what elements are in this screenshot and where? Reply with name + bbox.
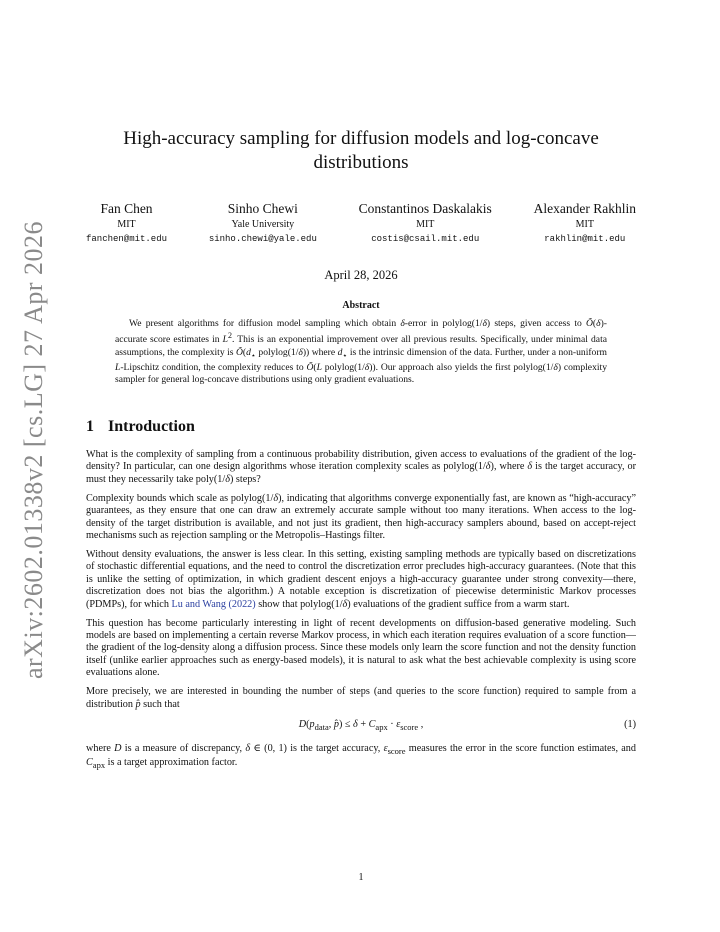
author-affiliation: MIT [117, 219, 136, 230]
paragraph: More precisely, we are interested in bounding the number of steps (and queries to the score function) required to sample from a distribution p̂ such that [86, 686, 636, 710]
abstract-text: We present algorithms for diffusion model sampling which obtain δ-error in polylog(1/δ) steps, given access to Õ(δ)-accurate score estimates in $L^2$. This is an exponential improvement over all previous results. Specifically, under minimal data assumptions, the complexity is $Õ(d_⋆$ polylog(1/δ)) where $d_⋆$ is the intrinsic dimension of the data. Further, under a non-uniform L-Lipschitz condition, the complexity reduces to Õ(L polylog(1/δ)). Our approach also yields the first polylog(1/δ) complexity sampler for general log-concave distributions using only gradient evaluations. [115, 318, 608, 385]
author-email[interactable]: rakhlin@mit.edu [544, 234, 626, 244]
section-number: 1 [86, 418, 94, 435]
equation-body: $D(p_{data}$, p̂) ≤ $\delta + C_{apx} \cdot \varepsilon_{score}$ , [298, 719, 424, 733]
equation [86, 719, 636, 733]
page-number: 1 [358, 872, 364, 883]
author-name: Fan Chen [100, 201, 153, 216]
author [209, 200, 317, 247]
paragraph: where D is a measure of discrepancy, δ ∈ (0, 1) is the target accuracy, $\varepsilon_{score}$ measures the error in the score function estimates, and $C_{apx}$ is a target approximation factor. [86, 742, 636, 770]
author-name: Alexander Rakhlin [533, 201, 636, 216]
arxiv-identifier: arXiv:2602.01338v2 [cs.LG] 27 Apr 2026 [19, 220, 48, 680]
paragraph: This question has become particularly interesting in light of recent developments on diffusion-based generative modeling. Such models are based on implementing a certain reverse Markov process, in which each iteration requires evaluation of a score function—the gradient of the log-density along a diffusion process. Since these models only learn the score function and not the density function itself (unlike earlier approaches such as energy-based models), it is natural to ask what the best achievable complexity is using score evaluations alone. [86, 617, 636, 679]
equation-number: (1) [624, 719, 636, 731]
author [534, 200, 636, 247]
author-name: Sinho Chewi [227, 201, 298, 216]
author-affiliation: Yale University [231, 219, 295, 230]
abstract-heading: Abstract [342, 300, 380, 311]
author-affiliation: MIT [575, 219, 594, 230]
author [359, 200, 492, 247]
citation-link[interactable]: Lu and Wang (2022) [171, 598, 256, 610]
section-heading [86, 418, 195, 436]
paragraph: Without density evaluations, the answer is less clear. In this setting, existing sampling methods are typically based on discretizations of stochastic differential equations, and the need to control the discretization error precludes high-accuracy guarantees. (Note that this is unlike the setting of optimization, in which gradient descent enjoys a high-accuracy guarantee under strong convexity—there, discretization does not bias the algorithm.) A notable exception is discretization of piecewise deterministic Markov processes (PDMPs), for which Lu and Wang (2022) show that polylog(1/δ) evaluations of the gradient suffice from a warm start. [86, 549, 636, 610]
section-body [86, 449, 636, 778]
paper-title: High-accuracy sampling for diffusion models and log-concave distributions [123, 128, 599, 173]
section-title: Introduction [108, 418, 195, 435]
author-name: Constantinos Daskalakis [358, 201, 492, 216]
author-affiliation: MIT [416, 219, 435, 230]
paragraph: Complexity bounds which scale as polylog(1/δ), indicating that algorithms converge exponentially fast, are known as “high-accuracy” guarantees, as they ensure that one can draw an extremely accurate sample without too many iterations. When access to the log-density of the target distribution is available, and not just its gradient, then high-accuracy samplers abound, based on accept-reject mechanisms such as rejection sampling or the Metropolis–Hastings filter. [86, 492, 636, 542]
author-email[interactable]: costis@csail.mit.edu [371, 234, 480, 244]
paper-date: April 28, 2026 [324, 268, 398, 282]
author-list [86, 200, 636, 247]
author-email[interactable]: sinho.chewi@yale.edu [208, 234, 317, 244]
author-email[interactable]: fanchen@mit.edu [86, 234, 168, 244]
author [86, 200, 167, 247]
paragraph: What is the complexity of sampling from a continuous probability distribution, given access to evaluations of the gradient of the log-density? In particular, can one design algorithms whose iteration complexity scales as polylog(1/δ), where δ is the target accuracy, or must they necessarily take poly(1/δ) steps? [86, 449, 636, 485]
